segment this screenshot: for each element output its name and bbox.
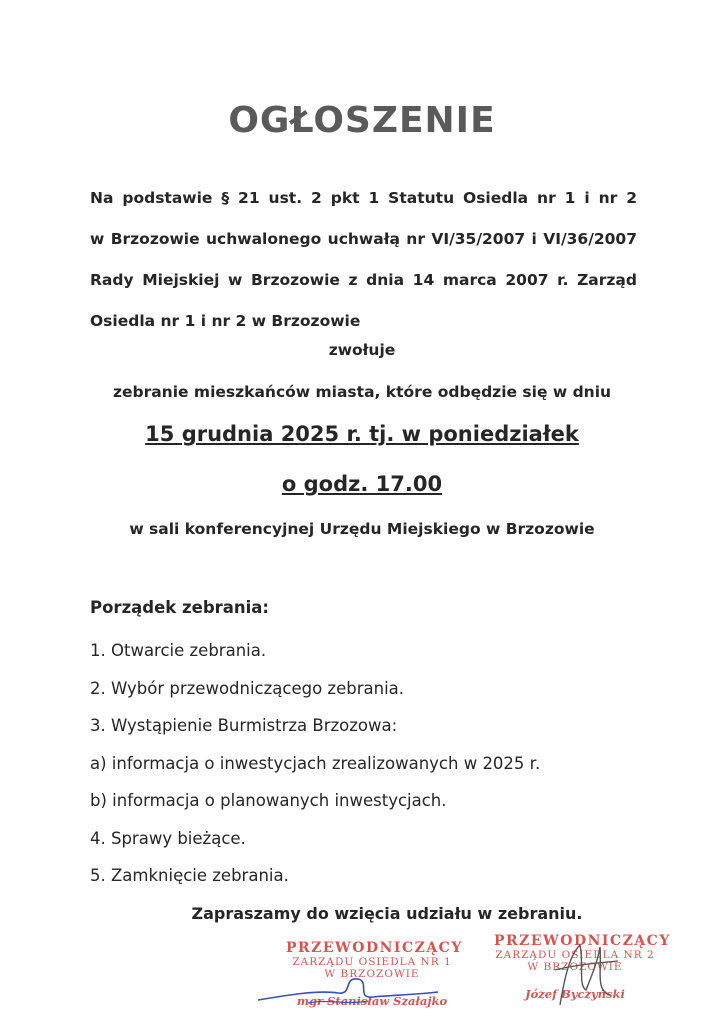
intro-line: w Brzozowie uchwalonego uchwałą nr VI/35/2007 i VI/36/2007 [90,230,637,248]
document-title: OGŁOSZENIE [228,100,496,141]
signature-2-icon [540,935,630,1015]
stamp-name: mgr Stanisław Szałajko [296,994,448,1008]
agenda-item: a) informacja o inwestycjach zrealizowanych w 2025 r. [90,753,541,773]
intro-line: Rady Miejskiej w Brzozowie z dnia 14 marca 2007 r. Zarząd [90,271,637,289]
stamp-role: PRZEWODNICZĄCY [494,933,671,949]
stamp-line: ZARZĄDU OSIEDLA NR 2 [495,949,655,961]
intro-line: Na podstawie § 21 ust. 2 pkt 1 Statutu Osiedla nr 1 i nr 2 [90,189,637,207]
meeting-place: w sali konferencyjnej Urzędu Miejskiego w Brzozowie [129,520,595,538]
agenda-heading: Porządek zebrania: [90,598,270,617]
agenda-item: 3. Wystąpienie Burmistrza Brzozowa: [90,716,398,735]
meeting-time: o godz. 17.00 [281,472,443,496]
invitation-text: Zapraszamy do wzięcia udziału w zebraniu. [191,904,583,923]
meeting-date: 15 grudnia 2025 r. tj. w poniedziałek [145,422,579,446]
stamp-line: ZARZĄDU OSIEDLA NR 1 [292,956,452,968]
agenda-item: 4. Sprawy bieżące. [90,828,246,848]
agenda-list [90,640,540,903]
meeting-text: zebranie mieszkańców miasta, które odbędzie się w dniu [112,383,612,401]
stamp-line: W BRZOZOWIE [527,961,623,973]
agenda-item: b) informacja o planowanych inwestycjach. [90,791,447,810]
signature-1-icon [248,965,448,1015]
intro-line: Osiedla nr 1 i nr 2 w Brzozowie [90,312,361,330]
agenda-item: 5. Zamknięcie zebrania. [90,866,289,885]
stamp-line: W BRZOZOWIE [324,968,420,980]
stamp-name: Józef Byczyński [525,987,625,1001]
stamp-role: PRZEWODNICZĄCY [286,940,463,956]
agenda-item: 1. Otwarcie zebrania. [90,641,267,660]
agenda-item: 2. Wybór przewodniczącego zebrania. [90,678,405,698]
intro-paragraph [90,178,637,342]
convenes-text: zwołuje [328,341,396,359]
